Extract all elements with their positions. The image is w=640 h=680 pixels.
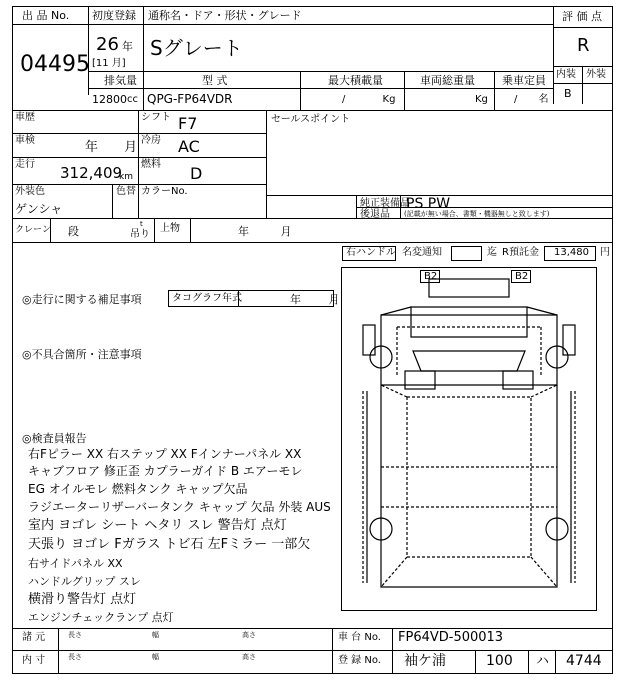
reg-month: [11 月] bbox=[92, 58, 126, 69]
inspector-label: ◎検査員報告 bbox=[22, 432, 87, 445]
color-change-label: 色替 bbox=[116, 186, 136, 197]
ac: AC bbox=[178, 137, 200, 156]
year-unit: 年 bbox=[122, 40, 133, 53]
right-mirror bbox=[563, 325, 575, 355]
equipment: PS PW bbox=[406, 196, 451, 212]
inspection-value: 年 月 bbox=[85, 140, 138, 155]
plate-kana: ハ bbox=[536, 654, 550, 669]
displacement: 12800 bbox=[92, 93, 127, 106]
inspector-line: キャブフロア 修正歪 カプラーガイド B エアーモレ bbox=[28, 464, 303, 478]
mileage-label: 走行 bbox=[15, 159, 35, 170]
inspector-line: ラジエーターリザーバータンク キャップ 欠品 外装 AUS bbox=[28, 500, 331, 514]
lot-number: 04495 bbox=[20, 52, 90, 77]
inspector-line: ハンドルグリップ スレ bbox=[28, 575, 141, 588]
ext-color-label: 外装色 bbox=[15, 186, 45, 197]
tachograph-label: タコグラフ年式 bbox=[172, 293, 242, 304]
color-code-label: カラーNo. bbox=[141, 186, 188, 197]
gross-weight-label: 車両総重量 bbox=[420, 74, 475, 87]
score: R bbox=[577, 35, 590, 56]
hanging-label: 吊り bbox=[130, 229, 150, 240]
first-reg-label: 初度登録 bbox=[92, 9, 136, 22]
fuel: D bbox=[190, 164, 203, 183]
grade-label: 通称名・ドア・形状・グレード bbox=[148, 9, 302, 22]
cargo-floor bbox=[407, 397, 531, 557]
max-load-label: 最大積載量 bbox=[328, 74, 383, 87]
cab-outline bbox=[381, 315, 557, 385]
inspector-line: 横滑り警告灯 点灯 bbox=[28, 592, 137, 607]
chassis-number: FP64VD-500013 bbox=[398, 630, 504, 645]
aftermarket-label: 後退品 bbox=[360, 209, 390, 220]
max-load-unit: / Kg bbox=[342, 94, 396, 105]
inspection-label: 車検 bbox=[15, 135, 35, 146]
travel-label: ◎走行に関する補足事項 bbox=[22, 293, 142, 306]
inspector-line: 右サイドパネル XX bbox=[28, 557, 123, 570]
r-inspect-label: R預託金 bbox=[502, 247, 539, 258]
front-bumper bbox=[429, 279, 509, 297]
defects-label: ◎不具合箇所・注意事項 bbox=[22, 348, 142, 361]
left-mirror bbox=[363, 325, 375, 355]
score-label: 評 価 点 bbox=[562, 10, 602, 23]
plate-region: 袖ケ浦 bbox=[404, 653, 446, 669]
aftermarket-note: (記載が無い場合、書類・機器無しと致します) bbox=[404, 210, 550, 218]
b2-left-tag: B2 bbox=[424, 271, 438, 282]
grade: Sグレート bbox=[150, 36, 243, 60]
ton-unit: t bbox=[140, 220, 143, 228]
inspector-line: 天張り ヨゴレ Fガラス トビ石 左Fミラー 一部欠 bbox=[28, 537, 311, 552]
inspector-line: 室内 ヨゴレ シート ヘタリ スレ 警告灯 点灯 bbox=[28, 518, 287, 533]
spec-height-label: 高さ bbox=[242, 631, 256, 639]
mileage: 312,409 bbox=[60, 164, 123, 182]
front-cab bbox=[411, 307, 527, 337]
crane-label: クレーン bbox=[15, 225, 51, 235]
sales-point-label: セールスポイント bbox=[271, 114, 351, 125]
displacement-label: 排気量 bbox=[104, 74, 137, 87]
windshield bbox=[413, 351, 525, 371]
interior-score: B bbox=[564, 87, 572, 100]
inspector-line: エンジンチェックランプ 点灯 bbox=[28, 611, 174, 624]
shift: F7 bbox=[178, 114, 198, 133]
upper-label: 上物 bbox=[160, 223, 180, 234]
interior-length-label: 長さ bbox=[68, 653, 82, 661]
spec-length-label: 長さ bbox=[68, 631, 82, 639]
spec-width-label: 幅 bbox=[152, 631, 159, 639]
interior-height-label: 高さ bbox=[242, 653, 256, 661]
stage-unit: 段 bbox=[68, 225, 79, 238]
plate-number: 4744 bbox=[566, 653, 602, 669]
reg-year: 26 bbox=[96, 34, 119, 55]
interior-score-label: 内装 bbox=[556, 69, 576, 80]
model-label: 型 式 bbox=[202, 74, 228, 87]
name-change-label: 名変通知 bbox=[402, 247, 442, 258]
gross-weight-unit: Kg bbox=[475, 94, 488, 105]
shift-label: シフト bbox=[141, 112, 171, 123]
rhd-label: 右ハンドル bbox=[346, 247, 396, 258]
model: QPG-FP64VDR bbox=[147, 92, 233, 106]
chassis-label: 車 台 No. bbox=[338, 632, 381, 643]
upper-year-month: 年 月 bbox=[238, 225, 292, 238]
r-inspect-prefix: 迄 bbox=[487, 247, 497, 258]
history-label: 車歴 bbox=[15, 112, 35, 123]
plate-class: 100 bbox=[486, 653, 513, 669]
truck-diagram bbox=[341, 267, 597, 611]
capacity-unit: / 名 bbox=[514, 94, 549, 105]
r-inspect-value: 13,480 bbox=[554, 247, 589, 258]
b2-right-tag: B2 bbox=[515, 271, 529, 282]
tachograph-value: 年 月 bbox=[290, 293, 340, 306]
interior-dim-label: 内 寸 bbox=[22, 655, 46, 666]
capacity-label: 乗車定員 bbox=[502, 74, 546, 87]
r-inspect-unit: 円 bbox=[600, 247, 610, 258]
interior-width-label: 幅 bbox=[152, 653, 159, 661]
ext-color: ゲンシャ bbox=[15, 202, 63, 216]
specs-label: 諸 元 bbox=[22, 632, 46, 643]
inspector-line: 右Fピラー XX 右ステップ XX Fインナーパネル XX bbox=[28, 447, 302, 461]
mileage-unit: km bbox=[119, 172, 133, 182]
fuel-label: 燃料 bbox=[141, 159, 161, 170]
plate-label: 登 録 No. bbox=[338, 655, 381, 666]
equipment-label: 純正装備品 bbox=[360, 198, 410, 209]
inspector-line: EG オイルモレ 燃料タンク キャップ欠品 bbox=[28, 482, 248, 496]
exterior-score-label: 外装 bbox=[586, 69, 606, 80]
lot-label: 出 品 No. bbox=[22, 9, 70, 22]
displacement-unit: cc bbox=[127, 94, 138, 105]
ac-label: 冷房 bbox=[141, 135, 161, 146]
